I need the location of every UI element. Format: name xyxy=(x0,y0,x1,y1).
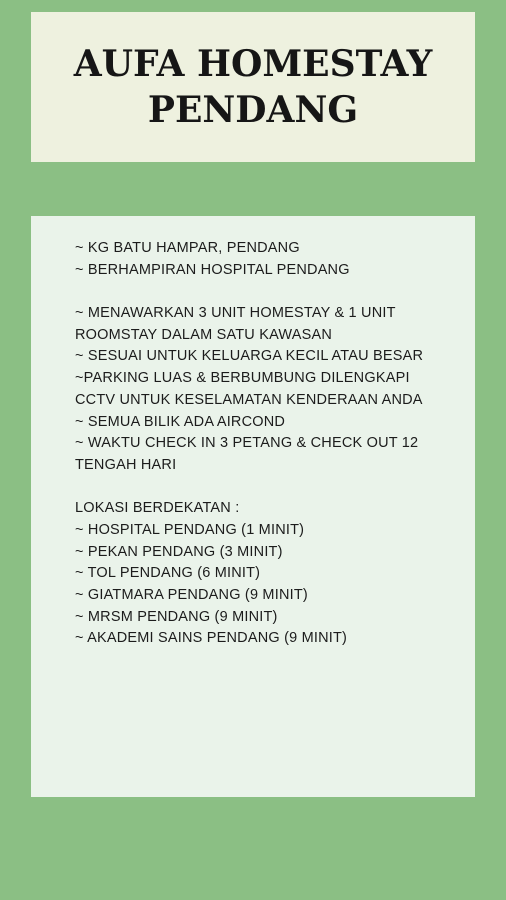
info-line: TENGAH HARI xyxy=(75,456,177,473)
title-card xyxy=(31,12,475,162)
nearby-location-item: ~ TOL PENDANG (6 MINIT) xyxy=(75,565,261,582)
nearby-location-item: ~ MRSM PENDANG (9 MINIT) xyxy=(75,608,278,625)
nearby-location-item: ~ PEKAN PENDANG (3 MINIT) xyxy=(75,543,283,560)
info-line: ~ SEMUA BILIK ADA AIRCOND xyxy=(75,413,286,430)
nearby-location-item: ~ GIATMARA PENDANG (9 MINIT) xyxy=(75,587,308,603)
info-card xyxy=(31,216,475,797)
info-blank-line xyxy=(75,281,461,303)
info-line: ~ BERHAMPIRAN HOSPITAL PENDANG xyxy=(75,261,350,278)
info-line: CCTV UNTUK KESELAMATAN KENDERAAN ANDA xyxy=(75,391,423,408)
info-line: ~ SESUAI UNTUK KELUARGA KECIL ATAU BESAR xyxy=(75,348,424,365)
info-line: ~ WAKTU CHECK IN 3 PETANG & CHECK OUT 12 xyxy=(75,435,419,452)
info-line: ~ KG BATU HAMPAR, PENDANG xyxy=(75,240,300,256)
title-line-2: PENDANG xyxy=(147,89,359,131)
info-line: ROOMSTAY DALAM SATU KAWASAN xyxy=(75,326,333,343)
title-line-1: AUFA HOMESTAY xyxy=(73,43,433,85)
nearby-location-item: ~ AKADEMI SAINS PENDANG (9 MINIT) xyxy=(75,630,348,647)
info-blank-line xyxy=(75,477,461,499)
info-text-block xyxy=(75,238,461,650)
info-line: ~PARKING LUAS & BERBUMBUNG DILENGKAPI xyxy=(75,370,410,387)
nearby-locations-heading: LOKASI BERDEKATAN : xyxy=(75,500,240,517)
info-line: ~ MENAWARKAN 3 UNIT HOMESTAY & 1 UNIT xyxy=(75,305,396,322)
nearby-location-item: ~ HOSPITAL PENDANG (1 MINIT) xyxy=(75,521,305,538)
